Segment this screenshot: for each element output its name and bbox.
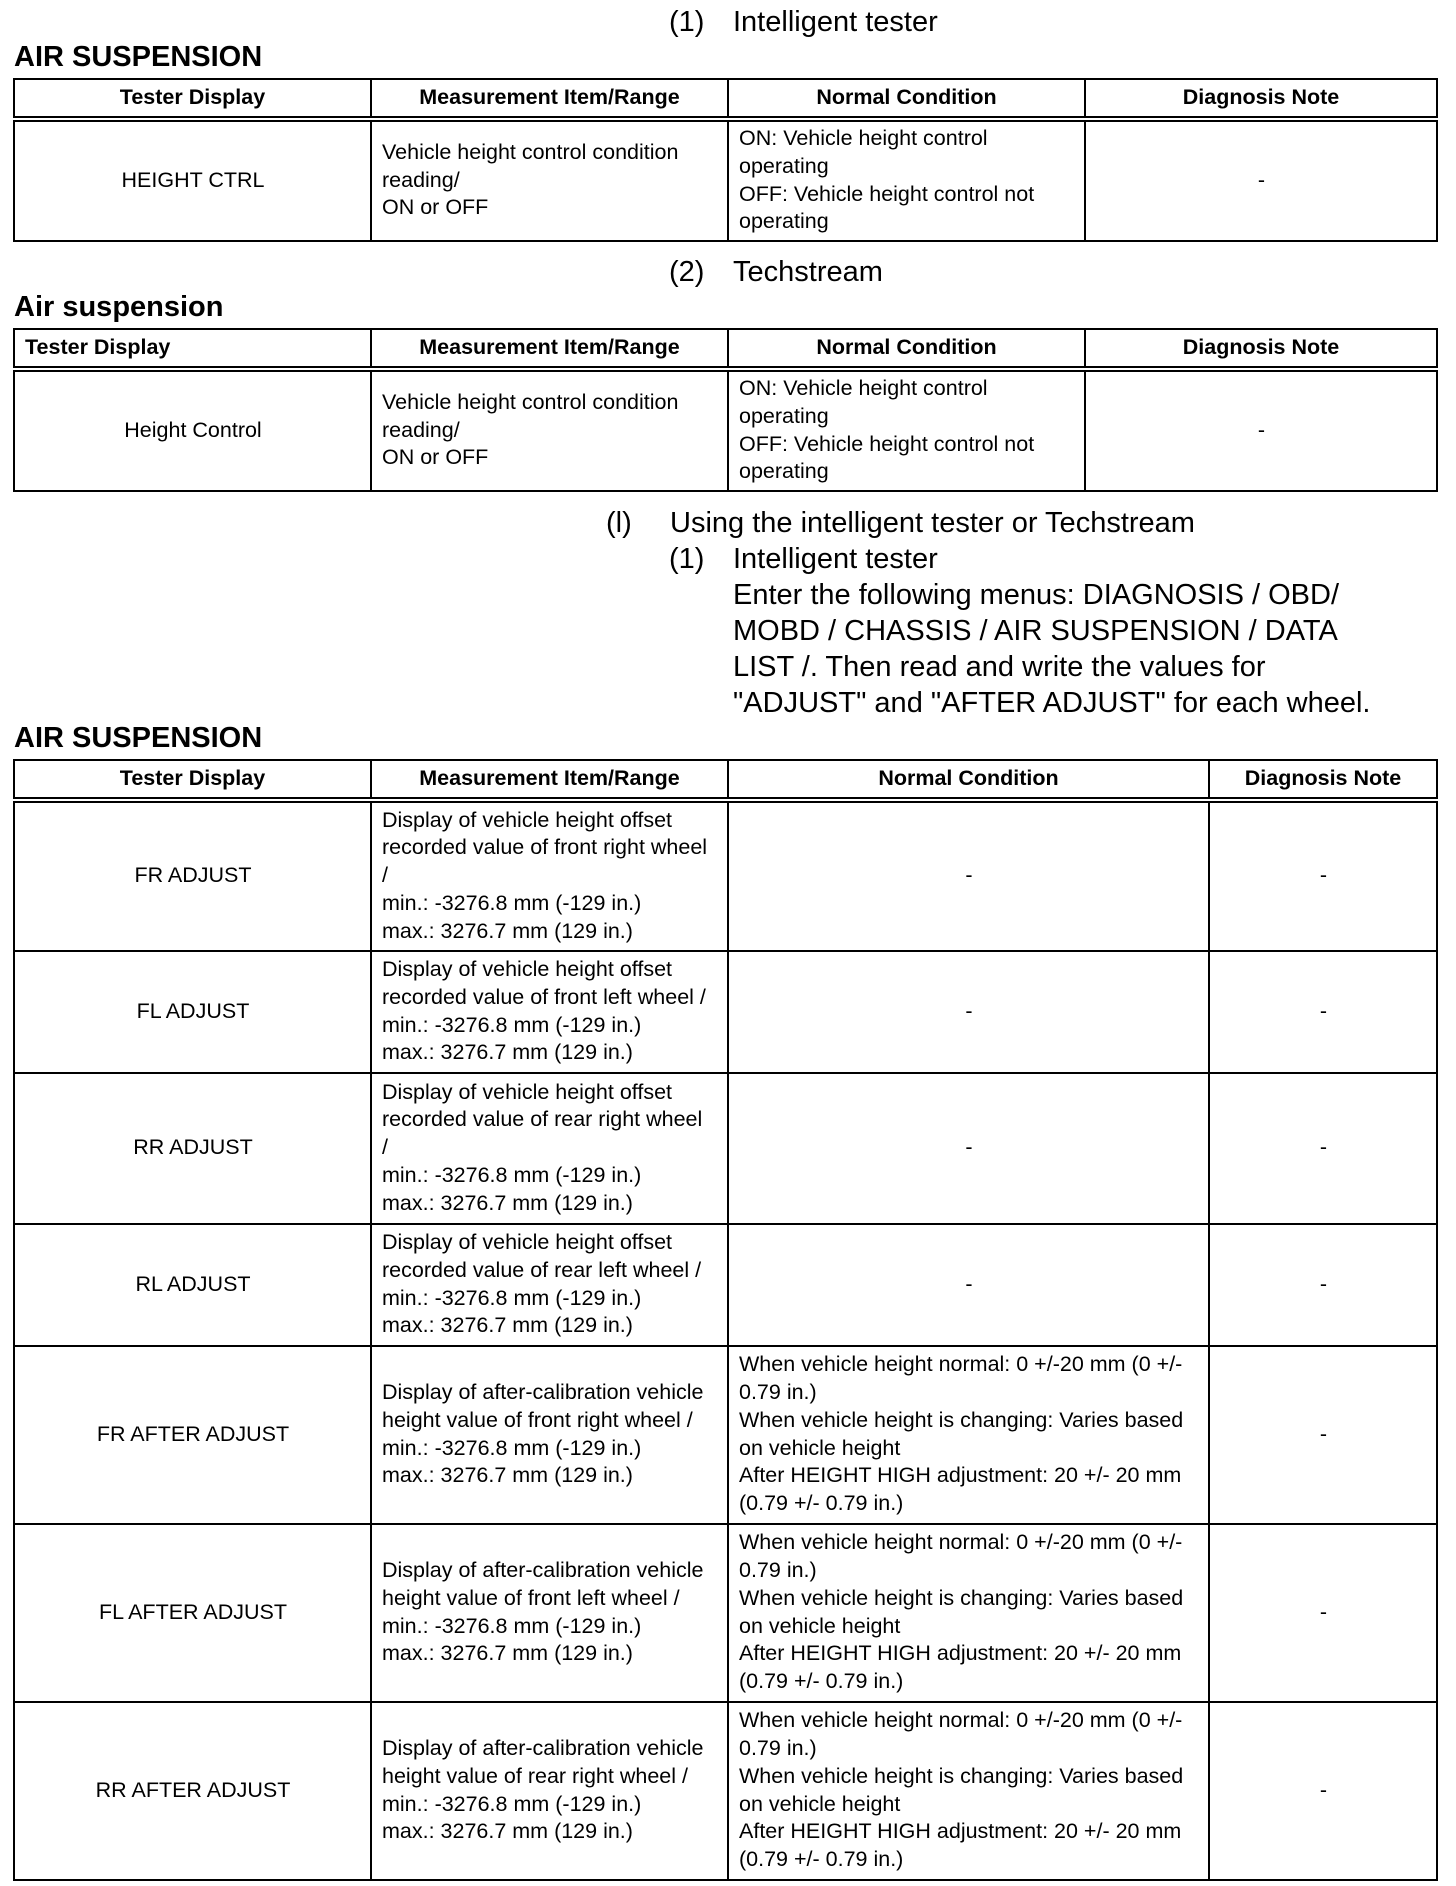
cell-normal-condition: - <box>728 1224 1209 1346</box>
text-line: When vehicle height is changing: Varies based <box>739 1763 1184 1788</box>
text-line: reading/ <box>382 167 460 192</box>
text-line: ON or OFF <box>382 445 489 470</box>
text-line: (0.79 +/- 0.79 in.) <box>739 1846 904 1871</box>
table-row <box>14 1224 1437 1346</box>
text-line: max.: 3276.7 mm (129 in.) <box>382 1641 633 1666</box>
text-line: operating <box>739 403 829 428</box>
section-title-air-suspension: AIR SUSPENSION <box>14 41 263 73</box>
text-line: After HEIGHT HIGH adjustment: 20 +/- 20 mm <box>739 1641 1182 1666</box>
text-line: min.: -3276.8 mm (-129 in.) <box>382 890 642 915</box>
cell-diagnosis-note: - <box>1209 1224 1437 1346</box>
text-line: min.: -3276.8 mm (-129 in.) <box>382 1285 642 1310</box>
text-line: MOBD / CHASSIS / AIR SUSPENSION / DATA <box>733 615 1338 647</box>
table-header-row <box>14 329 1437 369</box>
text-line: / <box>382 863 388 888</box>
table-row <box>14 119 1437 241</box>
cell-measurement <box>371 1224 728 1346</box>
text-line: recorded value of rear left wheel / <box>382 1257 702 1282</box>
col-header-diagnosis-note: Diagnosis Note <box>1085 79 1437 119</box>
text-line: min.: -3276.8 mm (-129 in.) <box>382 1791 642 1816</box>
col-header-tester-display: Tester Display <box>14 760 371 800</box>
text-line: max.: 3276.7 mm (129 in.) <box>382 1190 633 1215</box>
cell-measurement <box>371 1346 728 1524</box>
table-body <box>14 800 1437 1880</box>
cell-normal-condition <box>728 1346 1209 1524</box>
cell-tester-display: Height Control <box>14 369 371 491</box>
col-header-diagnosis-note: Diagnosis Note <box>1209 760 1437 800</box>
step-text: Techstream <box>733 256 883 288</box>
cell-diagnosis-note: - <box>1085 369 1437 491</box>
text-line: on vehicle height <box>739 1435 901 1460</box>
cell-diagnosis-note: - <box>1209 1073 1437 1224</box>
air-suspension-table-intelligent-tester <box>13 78 1438 242</box>
cell-diagnosis-note: - <box>1209 1346 1437 1524</box>
cell-diagnosis-note: - <box>1209 800 1437 951</box>
text-line: After HEIGHT HIGH adjustment: 20 +/- 20 mm <box>739 1819 1182 1844</box>
text-line: max.: 3276.7 mm (129 in.) <box>382 1463 633 1488</box>
text-line: (0.79 +/- 0.79 in.) <box>739 1490 904 1515</box>
cell-measurement <box>371 1702 728 1880</box>
cell-normal-condition <box>728 369 1085 491</box>
text-line: / <box>382 1135 388 1160</box>
text-line: ON or OFF <box>382 195 489 220</box>
cell-tester-display: RL ADJUST <box>14 1224 371 1346</box>
text-line: When vehicle height normal: 0 +/-20 mm (0 +/- <box>739 1530 1183 1555</box>
col-header-tester-display: Tester Display <box>14 79 371 119</box>
cell-tester-display: FR ADJUST <box>14 800 371 951</box>
table-row <box>14 800 1437 951</box>
step-text: Intelligent tester <box>733 543 938 575</box>
text-line: ON: Vehicle height control <box>739 126 988 151</box>
step-instructions <box>733 577 1453 721</box>
section-title-air-suspension-techstream: Air suspension <box>14 291 224 323</box>
cell-measurement <box>371 369 728 491</box>
col-header-measurement: Measurement Item/Range <box>371 79 728 119</box>
text-line: min.: -3276.8 mm (-129 in.) <box>382 1435 642 1460</box>
step-number: (2) <box>669 256 705 288</box>
text-line: min.: -3276.8 mm (-129 in.) <box>382 1162 642 1187</box>
step-number: (l) <box>606 507 632 539</box>
table-row <box>14 1524 1437 1702</box>
cell-normal-condition: - <box>728 800 1209 951</box>
col-header-measurement: Measurement Item/Range <box>371 760 728 800</box>
cell-measurement <box>371 119 728 241</box>
cell-diagnosis-note: - <box>1209 1524 1437 1702</box>
table-row <box>14 369 1437 491</box>
cell-measurement <box>371 951 728 1073</box>
text-line: on vehicle height <box>739 1791 901 1816</box>
text-line: max.: 3276.7 mm (129 in.) <box>382 1819 633 1844</box>
text-line: 0.79 in.) <box>739 1380 817 1405</box>
text-line: operating <box>739 209 829 234</box>
air-suspension-table-techstream <box>13 328 1438 492</box>
text-line: height value of front right wheel / <box>382 1407 693 1432</box>
cell-tester-display: RR AFTER ADJUST <box>14 1702 371 1880</box>
text-line: When vehicle height normal: 0 +/-20 mm (0 +/- <box>739 1708 1183 1733</box>
text-line: OFF: Vehicle height control not <box>739 431 1035 456</box>
cell-tester-display: HEIGHT CTRL <box>14 119 371 241</box>
table-header-row <box>14 79 1437 119</box>
text-line: Display of vehicle height offset <box>382 1230 673 1255</box>
col-header-normal-condition: Normal Condition <box>728 79 1085 119</box>
text-line: max.: 3276.7 mm (129 in.) <box>382 1313 633 1338</box>
cell-tester-display: FR AFTER ADJUST <box>14 1346 371 1524</box>
cell-tester-display: FL AFTER ADJUST <box>14 1524 371 1702</box>
text-line: min.: -3276.8 mm (-129 in.) <box>382 1012 642 1037</box>
text-line: recorded value of rear right wheel <box>382 1107 703 1132</box>
text-line: (0.79 +/- 0.79 in.) <box>739 1668 904 1693</box>
col-header-measurement: Measurement Item/Range <box>371 329 728 369</box>
step-number: (1) <box>669 6 705 38</box>
text-line: min.: -3276.8 mm (-129 in.) <box>382 1613 642 1638</box>
air-suspension-data-list-table <box>13 759 1438 1881</box>
cell-normal-condition <box>728 1702 1209 1880</box>
text-line: Display of vehicle height offset <box>382 957 673 982</box>
cell-measurement <box>371 800 728 951</box>
text-line: When vehicle height is changing: Varies based <box>739 1585 1184 1610</box>
cell-measurement <box>371 1073 728 1224</box>
table-row <box>14 1073 1437 1224</box>
cell-diagnosis-note: - <box>1085 119 1437 241</box>
text-line: Display of vehicle height offset <box>382 1079 673 1104</box>
cell-normal-condition <box>728 119 1085 241</box>
step-text: Using the intelligent tester or Techstream <box>670 507 1195 539</box>
text-line: "ADJUST" and "AFTER ADJUST" for each wheel. <box>733 687 1371 719</box>
text-line: recorded value of front right wheel <box>382 835 708 860</box>
text-line: Vehicle height control condition <box>382 389 679 414</box>
text-line: height value of front left wheel / <box>382 1585 680 1610</box>
cell-tester-display: RR ADJUST <box>14 1073 371 1224</box>
text-line: operating <box>739 153 829 178</box>
cell-normal-condition: - <box>728 1073 1209 1224</box>
text-line: recorded value of front left wheel / <box>382 984 706 1009</box>
col-header-normal-condition: Normal Condition <box>728 329 1085 369</box>
text-line: operating <box>739 459 829 484</box>
step-text: Intelligent tester <box>733 6 938 38</box>
cell-diagnosis-note: - <box>1209 951 1437 1073</box>
col-header-diagnosis-note: Diagnosis Note <box>1085 329 1437 369</box>
text-line: Display of after-calibration vehicle <box>382 1380 704 1405</box>
text-line: LIST /. Then read and write the values for <box>733 651 1266 683</box>
text-line: Display of after-calibration vehicle <box>382 1736 704 1761</box>
text-line: OFF: Vehicle height control not <box>739 181 1035 206</box>
text-line: Display of after-calibration vehicle <box>382 1558 704 1583</box>
text-line: max.: 3276.7 mm (129 in.) <box>382 1040 633 1065</box>
text-line: on vehicle height <box>739 1613 901 1638</box>
text-line: height value of rear right wheel / <box>382 1763 688 1788</box>
step-number: (1) <box>669 543 705 575</box>
table-row <box>14 1346 1437 1524</box>
text-line: When vehicle height normal: 0 +/-20 mm (0 +/- <box>739 1352 1183 1377</box>
table-header-row <box>14 760 1437 800</box>
table-row <box>14 1702 1437 1880</box>
text-line: When vehicle height is changing: Varies based <box>739 1407 1184 1432</box>
section-title-air-suspension-data-list: AIR SUSPENSION <box>14 722 263 754</box>
cell-tester-display: FL ADJUST <box>14 951 371 1073</box>
cell-diagnosis-note: - <box>1209 1702 1437 1880</box>
text-line: After HEIGHT HIGH adjustment: 20 +/- 20 mm <box>739 1463 1182 1488</box>
cell-normal-condition: - <box>728 951 1209 1073</box>
col-header-tester-display: Tester Display <box>14 329 371 369</box>
col-header-normal-condition: Normal Condition <box>728 760 1209 800</box>
cell-normal-condition <box>728 1524 1209 1702</box>
text-line: max.: 3276.7 mm (129 in.) <box>382 918 633 943</box>
text-line: 0.79 in.) <box>739 1558 817 1583</box>
text-line: Vehicle height control condition <box>382 139 679 164</box>
text-line: Enter the following menus: DIAGNOSIS / OBD/ <box>733 579 1340 611</box>
text-line: ON: Vehicle height control <box>739 376 988 401</box>
text-line: reading/ <box>382 417 460 442</box>
text-line: 0.79 in.) <box>739 1736 817 1761</box>
table-row <box>14 951 1437 1073</box>
text-line: Display of vehicle height offset <box>382 807 673 832</box>
cell-measurement <box>371 1524 728 1702</box>
